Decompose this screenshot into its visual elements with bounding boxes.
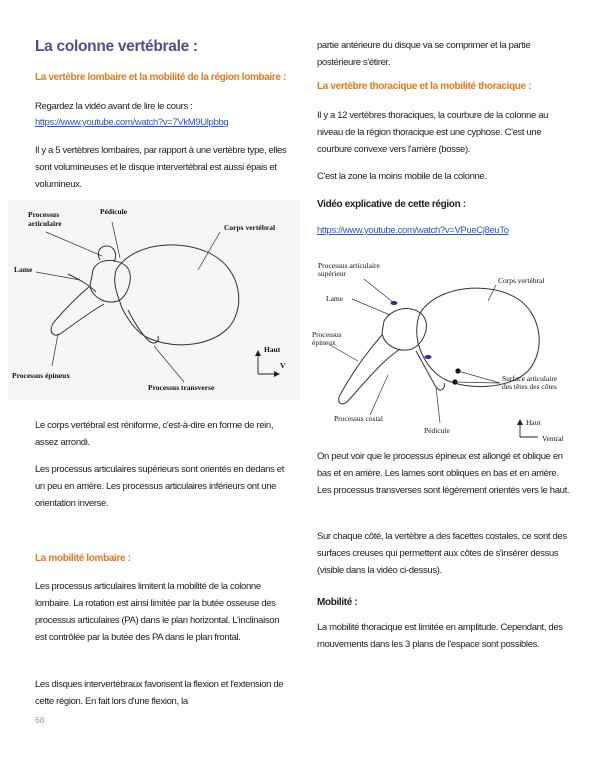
label-surface-articulaire: Surface articulaire (502, 374, 558, 383)
label-lame: Lame (14, 265, 33, 274)
section-heading-lumbar-mobility: La mobilité lombaire : (35, 553, 131, 564)
label-corps-vertebral: Corps vertébral (498, 276, 545, 285)
paragraph-disc-continued: partie antérieure du disque va se comprimer et la partie postérieure s'étirer. (317, 40, 531, 68)
label-processus-articulaire-superieur: Processus articulaire (318, 261, 380, 270)
label-processus-articulaire-superieur: supérieur (318, 269, 346, 278)
paragraph-articular-processes: Les processus articulaires supérieurs sont orientés en dedans et un peu en arrière. Les processus articulaires inférieurs ont une orientation inverse. (35, 464, 285, 509)
articular-facet-marker (425, 355, 432, 359)
paragraph-intervertebral-discs: Les disques intervertébraux favorisent la flexion et l'extension de cette région. En fait lors d'une flexion, la (35, 679, 284, 707)
lumbar-vertebra-drawing (8, 200, 300, 400)
paragraph-vertebral-body: Le corps vertébral est réniforme, c'est-à-dire en forme de rein, assez arrondi. (35, 420, 274, 448)
label-processus-costal: Processus costal (334, 414, 383, 423)
video-link-thoracic[interactable]: https://www.youtube.com/watch?v=VPueCj8euTo (317, 225, 509, 236)
label-processus-epineux: Processus (312, 330, 342, 339)
leader-line (364, 279, 394, 303)
label-ventral: V (280, 361, 286, 370)
paragraph-thoracic-mobility: La mobilité thoracique est limitée en amplitude. Cependant, des mouvements dans les 3 plans de l'espace sont possibles. (317, 622, 563, 650)
label-ventral: Ventral (542, 434, 564, 443)
paragraph-lumbar-mobility: Les processus articulaires limitent la mobilité de la colonne lombaire. La rotation est ainsi limitée par la butée osseuse des processus articulaires (PA) dans le plan horizontal. L'inclinaison est contrôlée par la butée des PA dans le plan frontal. (35, 581, 280, 643)
figure-lumbar-vertebra (8, 200, 300, 400)
leader-line (330, 345, 358, 361)
label-lame: Lame (326, 294, 344, 303)
up-arrowhead-icon (517, 419, 523, 425)
leader-line (488, 285, 496, 301)
label-corps-vertebral: Corps vertébral (224, 223, 276, 232)
label-haut: Haut (526, 418, 541, 427)
paragraph-least-mobile: C'est la zone la moins mobile de la colonne. (317, 171, 487, 182)
leader-line (352, 299, 390, 315)
page-title: La colonne vertébrale : (35, 38, 198, 55)
paragraph-thoracic-count: Il y a 12 vertèbres thoraciques, la courbure de la colonne au niveau de la région thoracique est une cyphose. C'est une courbure convexe vers l'arrière (bosse). (317, 110, 549, 155)
label-pedicule: Pédicule (424, 426, 450, 435)
paragraph-lumbar-count: Il y a 5 vertèbres lombaires, par rapport à une vertèbre type, elles sont volumineuses et le disque intervertébral est aussi épais et volumineux. (35, 145, 287, 190)
spinous-process-shape (339, 335, 400, 404)
leader-line (370, 375, 388, 415)
label-surface-articulaire: des têtes des côtes (502, 382, 557, 391)
label-processus-epineux: épineux (312, 338, 336, 347)
mobility-heading-thoracic: Mobilité : (317, 597, 358, 608)
paragraph-thoracic-spinous: On peut voir que le processus épineux est allongé et oblique en bas et en arrière. Les lames sont obliques en bas et en arrière. Les processus transverses sont légèrement orientés vers le haut. (317, 451, 570, 496)
label-processus-articulaire: Processus (28, 210, 60, 219)
figure-thoracic-vertebra (312, 255, 584, 447)
label-processus-articulaire: articulaire (28, 219, 62, 228)
page-number: 68 (35, 715, 45, 725)
thoracic-vertebra-drawing (312, 255, 584, 447)
vertebral-body-shape (417, 288, 540, 386)
section-heading-thoracic-vertebra: La vertèbre thoracique et la mobilité thoracique : (317, 81, 532, 92)
label-haut: Haut (264, 345, 281, 354)
leader-line (458, 371, 500, 383)
video-link-lumbar[interactable]: https://www.youtube.com/watch?v=7VkM9Ulpbbg (35, 117, 229, 128)
label-processus-transverse: Processus transverse (148, 383, 215, 392)
label-processus-epineux: Processus épineux (12, 371, 70, 380)
label-pedicule: Pédicule (100, 207, 128, 216)
intro-text: Regardez la vidéo avant de lire le cours : (35, 101, 193, 112)
paragraph-costal-facets: Sur chaque côté, la vertèbre a des facettes costales, ce sont des surfaces creuses qui permettent aux côtes de s'insérer dessus (visible dans la vidéo ci-dessus). (317, 531, 567, 576)
leader-line (455, 382, 500, 383)
leader-line (436, 387, 440, 423)
section-heading-lumbar-vertebra: La vertèbre lombaire et la mobilité de la région lombaire : (35, 72, 287, 83)
video-heading-thoracic: Vidéo explicative de cette région : (317, 199, 466, 210)
